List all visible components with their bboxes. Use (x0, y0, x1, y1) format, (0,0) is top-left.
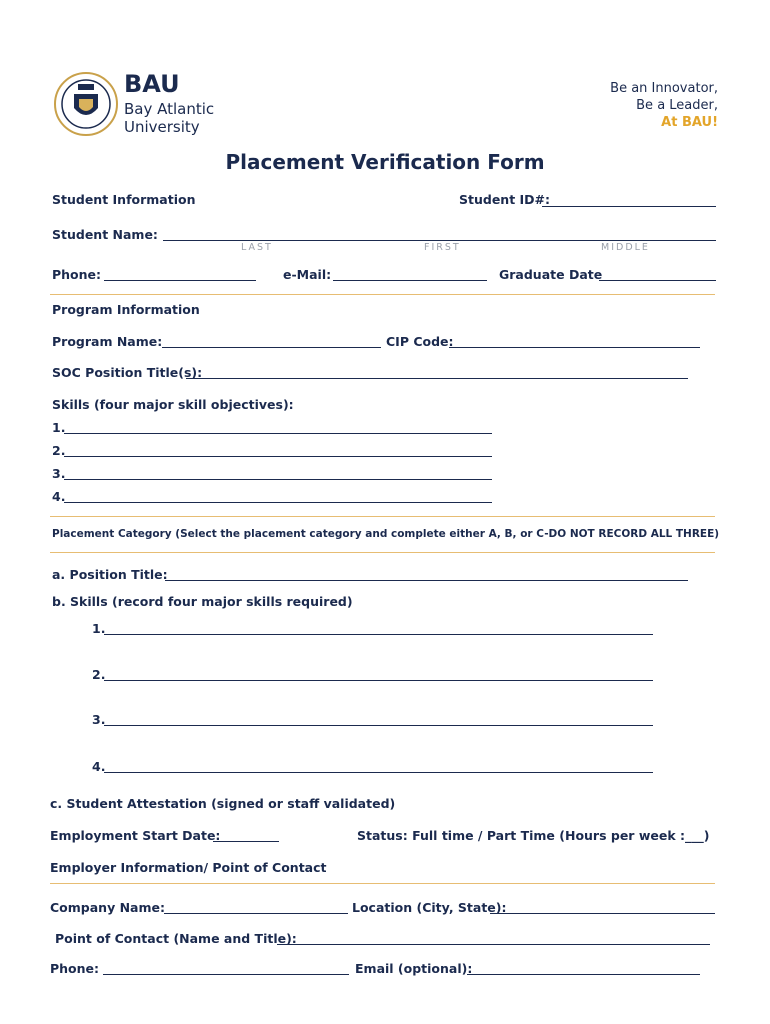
slogan (610, 80, 718, 131)
employer-phone-label: Phone: (50, 961, 100, 976)
email-label: e-Mail: (283, 267, 332, 282)
divider (50, 552, 715, 553)
student-name-field[interactable] (163, 240, 716, 241)
graduate-date-field[interactable] (599, 280, 716, 281)
divider (50, 516, 715, 517)
employment-start-label: Employment Start Date: (50, 828, 221, 843)
skills-heading: Skills (four major skill objectives): (52, 397, 294, 412)
student-name-label: Student Name: (52, 227, 158, 242)
req-skill-4-label: 4. (92, 759, 106, 774)
req-skill-3-label: 3. (92, 712, 106, 727)
email-field[interactable] (333, 280, 487, 281)
soc-title-label: SOC Position Title(s): (52, 365, 203, 380)
name-last-caption: LAST (241, 242, 273, 253)
section-program-information: Program Information (52, 302, 200, 317)
logo-line2: University (124, 118, 200, 136)
company-name-label: Company Name: (50, 900, 165, 915)
slogan-line1: Be an Innovator, (610, 81, 718, 96)
employer-email-label: Email (optional): (355, 961, 473, 976)
phone-label: Phone: (52, 267, 102, 282)
skill-1-label: 1. (52, 420, 66, 435)
slogan-line3: At BAU! (661, 115, 718, 130)
skills-required-heading: b. Skills (record four major skills required) (52, 594, 353, 609)
req-skill-4-field[interactable] (104, 772, 653, 773)
cip-code-field[interactable] (449, 347, 700, 348)
skill-3-field[interactable] (64, 479, 492, 480)
employment-start-field[interactable] (213, 841, 279, 842)
section-student-information: Student Information (52, 192, 196, 207)
skill-1-field[interactable] (64, 433, 492, 434)
req-skill-1-label: 1. (92, 621, 106, 636)
skill-2-label: 2. (52, 443, 66, 458)
attestation-heading: c. Student Attestation (signed or staff validated) (50, 796, 396, 811)
req-skill-3-field[interactable] (104, 725, 653, 726)
cip-code-label: CIP Code: (386, 334, 454, 349)
position-title-field[interactable] (165, 580, 688, 581)
status-label[interactable]: Status: Full time / Part Time (Hours per week :___) (357, 828, 710, 843)
company-name-field[interactable] (164, 913, 348, 914)
phone-field[interactable] (104, 280, 256, 281)
position-title-label: a. Position Title: (52, 567, 168, 582)
logo-short: BAU (124, 70, 180, 98)
point-of-contact-field[interactable] (277, 944, 710, 945)
program-name-label: Program Name: (52, 334, 163, 349)
location-label: Location (City, State): (352, 900, 507, 915)
slogan-line2: Be a Leader, (636, 98, 718, 113)
req-skill-1-field[interactable] (104, 634, 653, 635)
location-field[interactable] (490, 913, 715, 914)
divider (50, 883, 715, 884)
program-name-field[interactable] (162, 347, 381, 348)
placement-category-instruction: Placement Category (Select the placement category and complete either A, B, or C-DO NOT RECORD ALL THREE) (52, 528, 720, 540)
skill-3-label: 3. (52, 466, 66, 481)
employer-information-heading: Employer Information/ Point of Contact (50, 860, 327, 875)
graduate-date-label: Graduate Date (499, 267, 603, 282)
skill-4-field[interactable] (64, 502, 492, 503)
req-skill-2-label: 2. (92, 667, 106, 682)
page-title: Placement Verification Form (225, 150, 545, 174)
divider (50, 294, 715, 295)
skill-4-label: 4. (52, 489, 66, 504)
req-skill-2-field[interactable] (104, 680, 653, 681)
soc-title-field[interactable] (186, 378, 688, 379)
logo-line1: Bay Atlantic (124, 100, 215, 118)
employer-email-field[interactable] (467, 974, 700, 975)
name-first-caption: FIRST (424, 242, 461, 253)
employer-phone-field[interactable] (103, 974, 349, 975)
student-id-field[interactable] (542, 206, 716, 207)
skill-2-field[interactable] (64, 456, 492, 457)
point-of-contact-label: Point of Contact (Name and Title): (55, 931, 297, 946)
name-middle-caption: MIDDLE (601, 242, 650, 253)
student-id-label: Student ID#: (459, 192, 551, 207)
university-seal-icon (52, 70, 120, 138)
